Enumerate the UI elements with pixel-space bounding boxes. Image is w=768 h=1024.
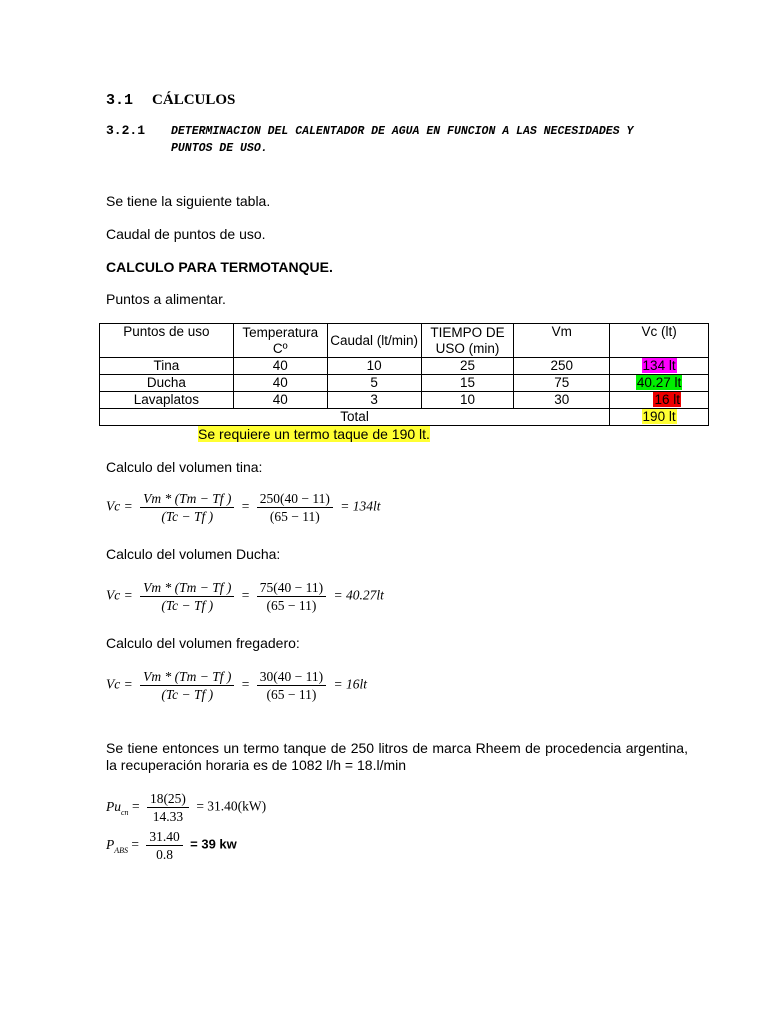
header-cell: Caudal (lt/min): [327, 324, 421, 358]
formula-lhs: Vc =: [106, 498, 133, 514]
calc-label-tina: Calculo del volumen tina:: [106, 459, 263, 475]
table-cell: 30: [514, 392, 610, 409]
table-cell: 40: [233, 392, 327, 409]
table-row: [100, 392, 709, 409]
formula-general-fraction: [140, 668, 234, 703]
table-cell: [610, 358, 709, 375]
formula-power-pabs: $P_{ABS}$ = $\frac{31.40}{0.8}$ = 39 kw: [106, 829, 237, 862]
section-heading: [106, 92, 235, 109]
table-cell: 10: [421, 392, 514, 409]
table-cell: [610, 375, 709, 392]
fraction-numerator: 250(40 − 11): [257, 490, 333, 508]
formula-general-fraction: [140, 490, 234, 525]
table-cell: [610, 392, 709, 409]
table-cell: Lavaplatos: [100, 392, 234, 409]
total-label: Total: [100, 409, 610, 426]
usage-table: [99, 323, 709, 426]
intro-text: Se tiene la siguiente tabla.: [106, 193, 271, 209]
table-cell: 3: [327, 392, 421, 409]
formula-lhs: Vc =: [106, 676, 133, 692]
fraction-numerator: 31.40: [146, 828, 182, 846]
formula-equals: =: [241, 587, 250, 603]
calc-label-fregadero: Calculo del volumen fregadero:: [106, 635, 300, 651]
fraction-denominator: (Tc − Tf ): [161, 687, 214, 702]
table-cell: 250: [514, 358, 610, 375]
pu-result: = 31.40(kW): [196, 798, 267, 814]
table-cell: 40: [233, 375, 327, 392]
header-cell: Vc (lt): [610, 324, 709, 358]
formula-tina: [106, 490, 380, 525]
table-cell: 40: [233, 358, 327, 375]
formula-ducha: [106, 579, 384, 614]
formula-result: = 40.27lt: [333, 587, 384, 603]
header-cell: Puntos de uso: [100, 324, 234, 358]
fraction-numerator: Vm * (Tm − Tf ): [140, 490, 234, 508]
table-row: [100, 375, 709, 392]
table-cell: [610, 409, 709, 426]
formula-fregadero: [106, 668, 367, 703]
fraction-denominator: (65 − 11): [266, 687, 317, 702]
subsection-title: DETERMINACION DEL CALENTADOR DE AGUA EN FUNCION A LAS NECESIDADES Y PUNTOS DE USO.: [171, 125, 634, 155]
table-cell: 75: [514, 375, 610, 392]
fraction-numerator: 30(40 − 11): [257, 668, 326, 686]
table-cell: Ducha: [100, 375, 234, 392]
fraction-denominator: (Tc − Tf ): [161, 509, 214, 524]
pabs-fraction: [146, 828, 182, 863]
fraction-denominator: (65 − 11): [269, 509, 320, 524]
fraction-denominator: 14.33: [152, 809, 184, 824]
header-cell: Vm: [514, 324, 610, 358]
table-total-row: [100, 409, 709, 426]
fraction-numerator: 18(25): [147, 790, 189, 808]
formula-equals: =: [241, 676, 250, 692]
subsection-number: 3.2.1: [106, 123, 146, 138]
flow-text: Caudal de puntos de uso.: [106, 226, 266, 242]
volume-value: 134 lt: [642, 358, 676, 373]
pabs-symbol: $P_{ABS}$: [106, 836, 129, 855]
volume-value: 16 lt: [654, 392, 680, 407]
section-title: CÁLCULOS: [152, 92, 236, 108]
fraction-numerator: Vm * (Tm − Tf ): [140, 579, 234, 597]
fraction-denominator: (Tc − Tf ): [161, 598, 214, 613]
header-cell: Temperatura Cº: [233, 324, 327, 358]
points-text: Puntos a alimentar.: [106, 291, 226, 307]
table-cell: Tina: [100, 358, 234, 375]
fraction-numerator: Vm * (Tm − Tf ): [140, 668, 234, 686]
closing-paragraph: Se tiene entonces un termo tanque de 250 litros de marca Rheem de procedencia argentina, la recuperación horaria es de 1082 l/h = 18.l/min: [106, 740, 688, 773]
calc-label-ducha: Calculo del volumen Ducha:: [106, 546, 281, 562]
section-number: 3.1: [106, 92, 134, 109]
formula-result: = 16lt: [333, 676, 367, 692]
table-cell: 10: [327, 358, 421, 375]
pu-fraction: [147, 790, 189, 825]
table-row: [100, 358, 709, 375]
pu-symbol: $Pu_{cn}$: [106, 798, 129, 817]
formula-equals: =: [241, 498, 250, 514]
table-cell: 5: [327, 375, 421, 392]
requirement-note: Se requiere un termo taque de 190 lt.: [198, 426, 430, 442]
formula-values-fraction: [257, 668, 326, 703]
total-value: 190 lt: [642, 409, 676, 424]
formula-result: = 134lt: [340, 498, 381, 514]
calc-heading: CALCULO PARA TERMOTANQUE.: [106, 259, 333, 275]
formula-values-fraction: [257, 490, 333, 525]
table-header-row: [100, 324, 709, 358]
table-cell: 25: [421, 358, 514, 375]
volume-value: 40.27 lt: [636, 375, 682, 390]
pabs-result: = 39 kw: [190, 836, 237, 852]
fraction-denominator: 0.8: [156, 847, 174, 862]
fraction-numerator: 75(40 − 11): [257, 579, 326, 597]
fraction-denominator: (65 − 11): [266, 598, 317, 613]
header-cell: TIEMPO DE USO (min): [421, 324, 514, 358]
formula-general-fraction: [140, 579, 234, 614]
formula-values-fraction: [257, 579, 326, 614]
formula-power-pu: $Pu_{cn}$ = $\frac{18(25)}{14.33}$ = 31.40(kW): [106, 791, 267, 824]
table-cell: 15: [421, 375, 514, 392]
formula-lhs: Vc =: [106, 587, 133, 603]
